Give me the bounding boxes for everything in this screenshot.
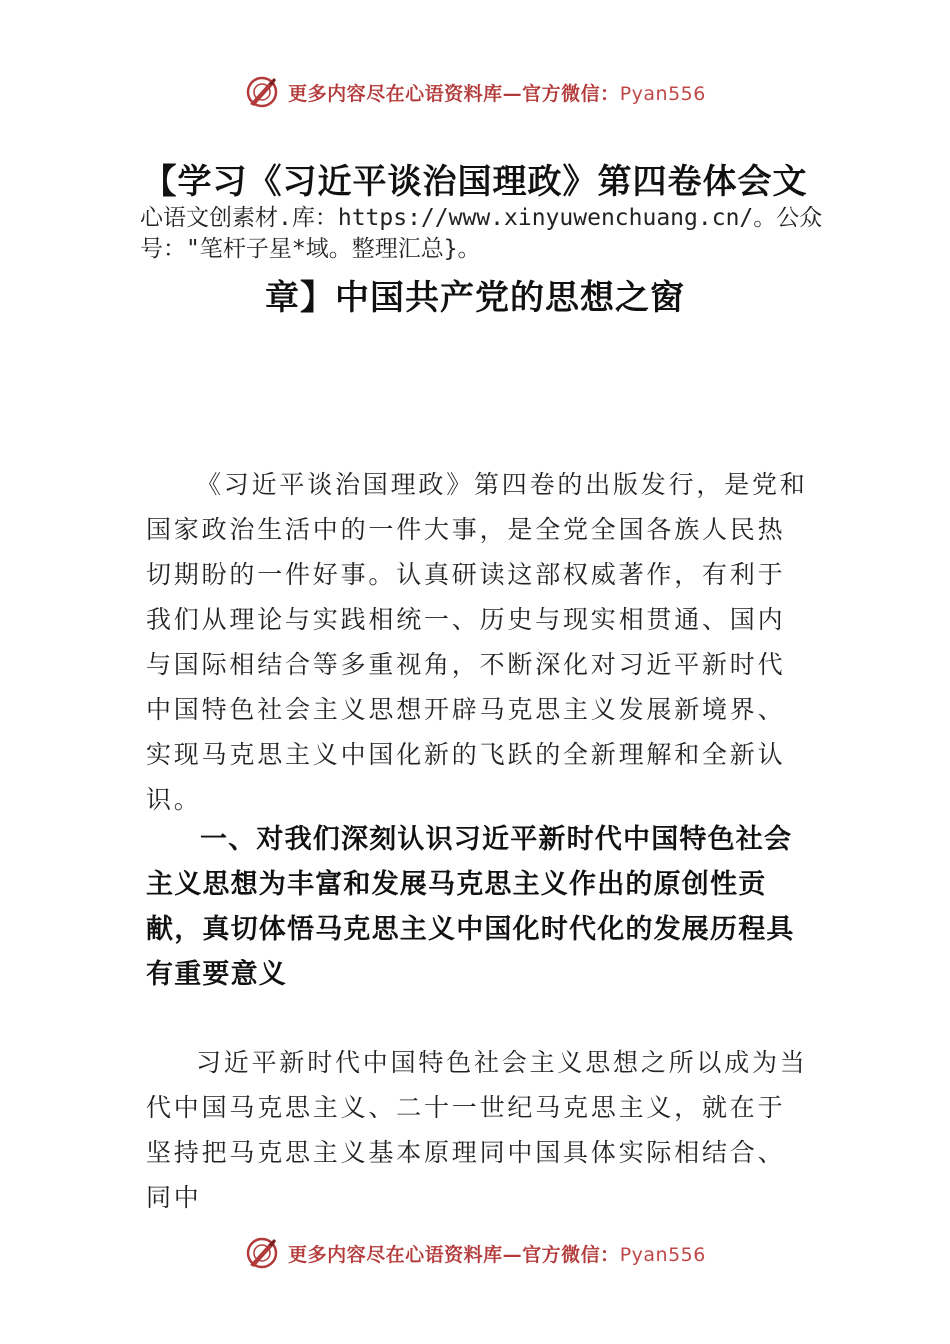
banner-slogan: 更多内容尽在心语资料库— xyxy=(288,1243,523,1266)
banner-text xyxy=(288,79,706,106)
banner-text xyxy=(288,1240,706,1267)
pen-circle-logo-icon xyxy=(244,74,280,110)
banner-wechat-label: 官方微信： xyxy=(522,82,620,105)
header-banner xyxy=(0,72,950,112)
footer-banner xyxy=(0,1233,950,1273)
body-paragraph-1: 《习近平谈治国理政》第四卷的出版发行，是党和国家政治生活中的一件大事，是全党全国各族人民热切期盼的一件好事。认真研读这部权威著作，有利于我们从理论与实践相统一、历史与现实相贯通、国内与国际相结合等多重视角，不断深化对习近平新时代中国特色社会主义思想开辟马克思主义发展新境界、实现马克思主义中国化新的飞跃的全新理解和全新认识。 xyxy=(146,470,808,814)
source-note: 心语文创素材.库：https://www.xinyuwenchuang.cn/。公众号："笔杆子星*域。整理汇总}。 xyxy=(140,205,823,262)
banner-wechat-id: Pyan556 xyxy=(619,1243,706,1266)
document-title-line-1: 【学习《习近平谈治国理政》第四卷体会文 xyxy=(142,162,808,202)
banner-wechat-label: 官方微信： xyxy=(522,1243,620,1266)
section-heading-1: 一、对我们深刻认识习近平新时代中国特色社会主义思想为丰富和发展马克思主义作出的原创性贡献，真切体悟马克思主义中国化时代化的发展历程具有重要意义 xyxy=(146,824,795,990)
body-paragraph-2: 习近平新时代中国特色社会主义思想之所以成为当代中国马克思主义、二十一世纪马克思主义，就在于坚持把马克思主义基本原理同中国具体实际相结合、同中 xyxy=(146,1048,808,1212)
pen-circle-logo-icon xyxy=(244,1235,280,1271)
banner-wechat-id: Pyan556 xyxy=(619,82,706,105)
banner-slogan: 更多内容尽在心语资料库— xyxy=(288,82,523,105)
document-title-line-2: 章】中国共产党的思想之窗 xyxy=(265,278,685,318)
